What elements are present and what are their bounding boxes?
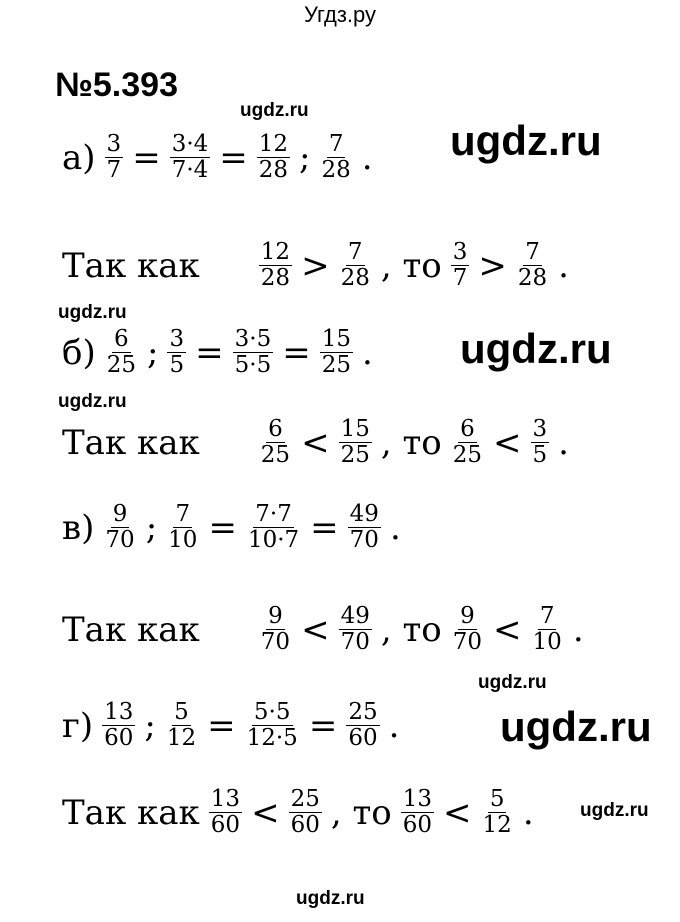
math-text: в) [62, 507, 95, 548]
numerator: 3 [452, 239, 468, 265]
denominator: 25 [452, 442, 483, 469]
site-header: Угдз.ру [303, 2, 377, 27]
fraction [289, 787, 322, 839]
denominator: 7 [452, 265, 468, 292]
denominator: 10 [532, 629, 562, 656]
denominator: 28 [517, 265, 548, 292]
math-text: , то [380, 609, 442, 650]
math-text: ; [144, 705, 156, 746]
denominator: 12 [166, 725, 197, 752]
denominator: 12·5 [246, 725, 298, 752]
numerator: 3 [106, 131, 122, 157]
math-text: = [282, 332, 311, 373]
watermark: ugdz.ru [58, 391, 127, 412]
numerator: 7·7 [255, 501, 292, 527]
denominator: 5 [532, 442, 548, 469]
denominator: 70 [452, 629, 483, 656]
math-text: < [493, 609, 522, 650]
math-text: г) [62, 705, 94, 746]
numerator: 5·5 [253, 699, 291, 725]
numerator: 15 [321, 326, 351, 352]
math-text: , то [330, 792, 392, 833]
fraction [401, 787, 434, 839]
numerator: 25 [348, 699, 378, 725]
fraction [320, 327, 353, 379]
math-text: , то [380, 245, 442, 286]
watermark: ugdz.ru [580, 800, 649, 821]
math-text: = [219, 137, 248, 178]
fraction [339, 417, 372, 469]
numerator: 7 [539, 603, 555, 629]
math-text: ; [145, 507, 158, 548]
numerator: 7 [525, 239, 540, 265]
fraction [339, 240, 372, 292]
denominator: 7 [106, 157, 122, 184]
solution-line [58, 787, 538, 839]
numerator: 7 [175, 501, 191, 527]
denominator: 70 [260, 629, 291, 656]
denominator: 10·7 [247, 527, 300, 554]
numerator: 9 [112, 501, 128, 527]
fraction [102, 700, 135, 752]
denominator: 60 [210, 812, 241, 839]
fraction [246, 502, 301, 554]
denominator: 28 [321, 157, 351, 184]
math-text: < [443, 792, 472, 833]
math-text: Так как [62, 792, 200, 833]
fraction [339, 604, 372, 656]
numerator: 13 [210, 786, 241, 812]
numerator: 13 [104, 699, 134, 725]
denominator: 10 [168, 527, 198, 554]
fraction [103, 502, 136, 554]
numerator: 7 [328, 131, 344, 157]
math-text: < [493, 422, 522, 463]
denominator: 70 [349, 527, 379, 554]
math-text: < [301, 422, 330, 463]
denominator: 60 [348, 725, 378, 752]
denominator: 28 [260, 265, 291, 292]
solution-line [58, 327, 377, 379]
numerator: 5 [489, 786, 505, 812]
problem-number: №5.393 [55, 66, 178, 104]
denominator: 7·4 [171, 157, 209, 184]
denominator: 25 [260, 442, 291, 469]
watermark: ugdz.ru [58, 302, 127, 323]
fraction [348, 502, 381, 554]
fraction [105, 327, 138, 379]
numerator: 3 [532, 416, 548, 442]
denominator: 25 [321, 352, 351, 379]
math-text: Так как [62, 422, 200, 463]
denominator: 5·5 [234, 352, 272, 379]
denominator: 25 [340, 442, 370, 469]
math-text: . [558, 422, 569, 463]
fraction [259, 240, 292, 292]
solution-line [58, 240, 573, 292]
math-text: , то [380, 422, 442, 463]
math-text: = [132, 137, 161, 178]
math-text: = [195, 332, 224, 373]
fraction [233, 327, 274, 379]
solution-line [58, 132, 377, 184]
solution-line [58, 604, 588, 656]
denominator: 5 [169, 352, 185, 379]
watermark: ugdz.ru [478, 672, 547, 693]
fraction [451, 240, 470, 292]
math-text: ; [299, 137, 311, 178]
math-text: . [361, 137, 373, 178]
math-text: . [388, 705, 400, 746]
numerator: 25 [290, 786, 320, 812]
solution-line [58, 502, 405, 554]
numerator: 6 [460, 416, 475, 442]
numerator: 12 [258, 131, 289, 157]
fraction [320, 132, 353, 184]
math-text: < [251, 792, 280, 833]
fraction [516, 240, 549, 292]
fraction [531, 604, 564, 656]
numerator: 9 [268, 603, 283, 629]
math-text: . [389, 507, 401, 548]
watermark: ugdz.ru [500, 703, 652, 750]
numerator: 12 [260, 239, 291, 265]
denominator: 12 [482, 812, 512, 839]
denominator: 70 [105, 527, 135, 554]
math-text: > [478, 245, 507, 286]
math-text: б) [62, 332, 96, 373]
numerator: 6 [268, 416, 283, 442]
fraction [451, 604, 484, 656]
numerator: 7 [347, 239, 363, 265]
denominator: 28 [258, 157, 289, 184]
fraction [209, 787, 242, 839]
math-text: < [301, 609, 330, 650]
fraction [451, 417, 484, 469]
numerator: 3·4 [171, 131, 209, 157]
fraction [259, 604, 292, 656]
numerator: 13 [402, 786, 433, 812]
watermark: ugdz.ru [240, 100, 309, 121]
watermark: ugdz.ru [460, 325, 612, 372]
math-text: Так как [62, 609, 200, 650]
math-text: . [361, 332, 373, 373]
fraction [165, 700, 198, 752]
fraction [259, 417, 292, 469]
denominator: 60 [290, 812, 320, 839]
denominator: 60 [104, 725, 134, 752]
math-text: . [522, 792, 534, 833]
numerator: 49 [349, 501, 379, 527]
fraction [170, 132, 211, 184]
numerator: 3·5 [234, 326, 272, 352]
denominator: 25 [106, 352, 137, 379]
fraction [257, 132, 290, 184]
denominator: 70 [340, 629, 370, 656]
fraction [346, 700, 379, 752]
math-text: = [208, 507, 237, 548]
math-text: = [207, 705, 236, 746]
math-text: = [308, 705, 338, 746]
math-text: а) [62, 137, 96, 178]
math-text: . [572, 609, 584, 650]
solution-line [58, 417, 573, 469]
solution-line [58, 700, 403, 752]
denominator: 60 [402, 812, 433, 839]
numerator: 3 [169, 326, 185, 352]
fraction [245, 700, 300, 752]
fraction [105, 132, 124, 184]
math-text: Так как [62, 245, 200, 286]
fraction [167, 327, 186, 379]
math-text: = [310, 507, 339, 548]
numerator: 9 [460, 603, 475, 629]
numerator: 5 [174, 699, 189, 725]
fraction [531, 417, 550, 469]
watermark: ugdz.ru [296, 888, 365, 909]
numerator: 6 [114, 326, 129, 352]
math-text: ; [147, 332, 159, 373]
numerator: 49 [340, 603, 370, 629]
numerator: 15 [340, 416, 370, 442]
denominator: 28 [340, 265, 370, 292]
fraction [166, 502, 199, 554]
math-text: . [558, 245, 569, 286]
fraction [481, 787, 514, 839]
watermark: ugdz.ru [450, 117, 602, 164]
math-text: > [301, 245, 330, 286]
